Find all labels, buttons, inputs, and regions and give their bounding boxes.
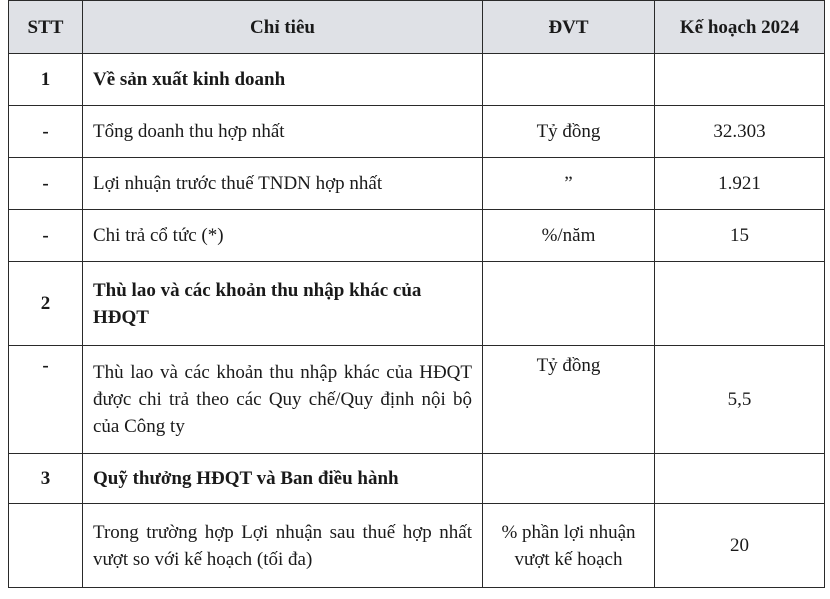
table-row <box>9 158 825 210</box>
row-stt: - <box>9 158 83 210</box>
row-value <box>655 454 825 504</box>
table-row <box>9 210 825 262</box>
row-unit <box>483 454 655 504</box>
table-row <box>9 504 825 588</box>
table-row <box>9 346 825 454</box>
row-indicator: Chi trả cổ tức (*) <box>83 210 483 262</box>
row-indicator: Thù lao và các khoản thu nhập khác của HĐQT được chi trả theo các Quy chế/Quy định nội bộ của Công ty <box>83 346 483 454</box>
row-stt <box>9 504 83 588</box>
table-row <box>9 262 825 346</box>
row-stt: - <box>9 106 83 158</box>
row-value: 32.303 <box>655 106 825 158</box>
row-indicator: Lợi nhuận trước thuế TNDN hợp nhất <box>83 158 483 210</box>
row-indicator: Về sản xuất kinh doanh <box>83 54 483 106</box>
row-value: 20 <box>655 504 825 588</box>
header-indicator: Chỉ tiêu <box>83 1 483 54</box>
row-unit: Tỷ đồng <box>483 106 655 158</box>
row-indicator: Trong trường hợp Lợi nhuận sau thuế hợp nhất vượt so với kế hoạch (tối đa) <box>83 504 483 588</box>
row-stt: 2 <box>9 262 83 346</box>
row-value <box>655 54 825 106</box>
row-unit: % phần lợi nhuận vượt kế hoạch <box>483 504 655 588</box>
row-unit: ” <box>483 158 655 210</box>
row-value: 15 <box>655 210 825 262</box>
row-unit <box>483 262 655 346</box>
header-stt: STT <box>9 1 83 54</box>
table-row <box>9 106 825 158</box>
row-indicator: Thù lao và các khoản thu nhập khác của HĐQT <box>83 262 483 346</box>
row-indicator: Quỹ thưởng HĐQT và Ban điều hành <box>83 454 483 504</box>
header-unit: ĐVT <box>483 1 655 54</box>
row-stt: 1 <box>9 54 83 106</box>
row-value: 5,5 <box>655 346 825 454</box>
table-row <box>9 454 825 504</box>
row-value: 1.921 <box>655 158 825 210</box>
table-header-row <box>9 1 825 54</box>
row-unit: %/năm <box>483 210 655 262</box>
row-indicator: Tổng doanh thu hợp nhất <box>83 106 483 158</box>
row-unit <box>483 54 655 106</box>
row-unit: Tỷ đồng <box>483 346 655 454</box>
plan-table <box>8 0 825 588</box>
table-row <box>9 54 825 106</box>
header-plan: Kế hoạch 2024 <box>655 1 825 54</box>
row-stt: - <box>9 210 83 262</box>
row-stt: 3 <box>9 454 83 504</box>
row-stt: - <box>9 346 83 454</box>
row-value <box>655 262 825 346</box>
